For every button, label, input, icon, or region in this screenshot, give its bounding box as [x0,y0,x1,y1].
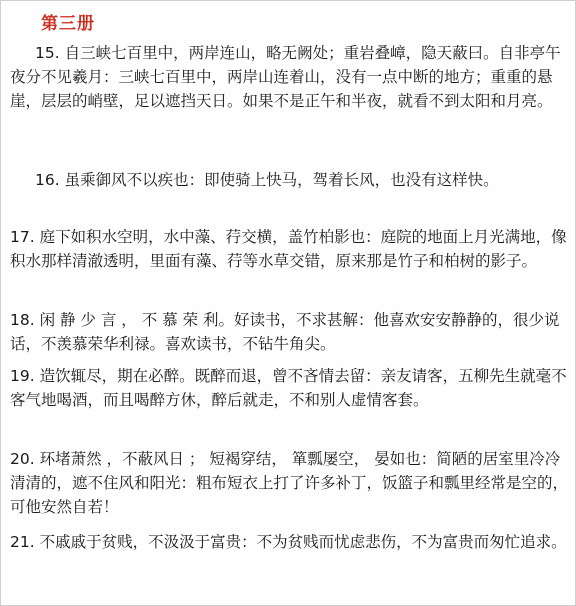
entry-19: 19. 造饮辄尽，期在必醉。既醉而退，曾不吝情去留：亲友请客，五柳先生就毫不客气地喝酒，而且喝醉方休，醉后就走，不和别人虚情客套。 [10,367,567,409]
entry-18: 18. 闲 静 少 言 ， 不 慕 荣 利。好读书，不求甚解：他喜欢安安静静的，很少说话，不羡慕荣华利禄。喜欢读书，不钻牛角尖。 [10,311,560,353]
entry-17: 17. 庭下如积水空明，水中藻、荇交横，盖竹柏影也：庭院的地面上月光满地，像积水那样清澈透明，里面有藻、荇等水草交错，原来那是竹子和柏树的影子。 [10,228,567,270]
page-title: 第三册 [41,14,95,34]
entry-21: 21. 不戚戚于贫贱，不汲汲于富贵：不为贫贱而忧虑悲伤，不为富贵而匆忙追求。 [10,533,567,551]
entry-16: 16. 虽乘御风不以疾也：即使骑上快马，驾着长风，也没有这样快。 [35,171,499,189]
entry-20: 20. 环堵萧然 ，不蔽风日 ； 短褐穿结， 箪瓢屡空， 晏如也：简陋的居室里冷冷清清的，遮不住风和阳光：粗布短衣上打了许多补丁，饭篮子和瓢里经常是空的，可他安然自若！ [10,450,569,516]
entry-15: 15. 自三峡七百里中，两岸连山，略无阙处；重岩叠嶂，隐天蔽曰。自非亭午夜分不见羲月：三峡七百里中，两岸山连着山，没有一点中断的地方；重重的悬崖，层层的峭壁，足以遮挡天日。如果不是正午和半夜，就看不到太阳和月亮。 [10,44,561,110]
